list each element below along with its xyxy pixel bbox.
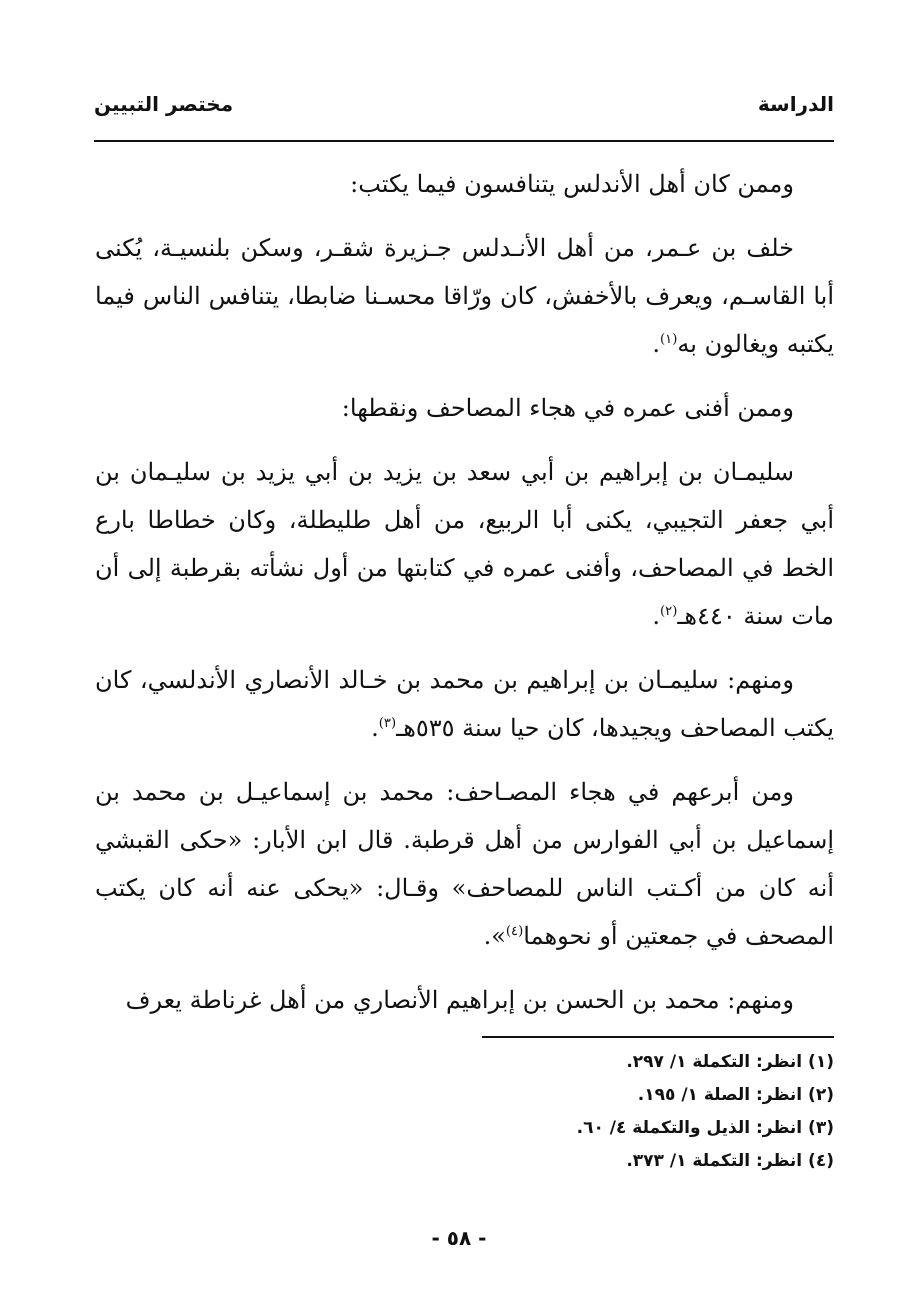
footnote-3: (٣) انظر: الذيل والتكملة ٤/ ٦٠.	[576, 1118, 834, 1138]
page-number: - ٥٨ -	[431, 1226, 487, 1250]
paragraph-1	[95, 160, 834, 208]
footnote-2: (٢) انظر: الصلة ١/ ١٩٥.	[637, 1085, 834, 1105]
paragraph-5	[95, 656, 834, 752]
paragraph-6-end: ».	[483, 922, 506, 950]
running-header	[94, 92, 834, 124]
footnote-1: (١) انظر: التكملة ١/ ٢٩٧.	[626, 1052, 834, 1072]
paragraph-3-text: وممن أفنى عمره في هجاء المصاحف ونقطها:	[341, 394, 794, 422]
paragraph-5-end: .	[371, 714, 379, 742]
paragraph-3	[95, 384, 834, 432]
footnote-4: (٤) انظر: التكملة ١/ ٣٧٣.	[626, 1151, 834, 1171]
paragraph-2	[95, 224, 834, 368]
book-title: مختصر التبيين	[94, 92, 234, 116]
footnote-ref-3: (٣)	[378, 716, 397, 731]
footnote-ref-1: (١)	[660, 332, 678, 347]
footnote-ref-2: (٢)	[659, 604, 678, 619]
footnote-ref-4: (٤)	[505, 924, 524, 939]
paragraph-5-text: ومنهم: سليمـان بن إبراهيم بن محمد بن خـالد الأنصاري الأندلسي، كان يكتب المصاحف ويجيدها، كان حيا سنة ٥٣٥هـ	[95, 666, 834, 742]
main-text	[95, 160, 834, 1040]
footnotes	[300, 1046, 834, 1178]
paragraph-7-text: ومنهم: محمد بن الحسن بن إبراهيم الأنصاري من أهل غرناطة يعرف	[125, 986, 794, 1014]
paragraph-4-end: .	[652, 602, 660, 630]
paragraph-6	[95, 768, 834, 960]
paragraph-7	[95, 976, 834, 1024]
paragraph-4	[95, 448, 834, 640]
paragraph-6-text: ومن أبرعهم في هجاء المصـاحف: محمد بن إسماعيـل بن محمد بن إسماعيل بن أبي الفوارس من أهل قرطبة. قال ابن الأبار: «حكى القبشي أنه كان من أكـتب الناس للمصاحف» وقـال: «يحكى عنه أنه كان يكتب المصحف في جمعتين أو نحوهما	[95, 778, 834, 950]
footnote-divider	[482, 1036, 834, 1038]
section-title: الدراسة	[757, 92, 834, 116]
paragraph-2-text: خلف بن عـمر، من أهل الأنـدلس جـزيرة شقـر، وسكن بلنسيـة، يُكنى أبا القاسـم، ويعرف بالأخفش، كان ورّاقا محسـنا ضابطا، يتنافس الناس فيما يكتبه ويغالون به	[95, 234, 834, 358]
header-divider	[94, 140, 834, 142]
paragraph-1-text: وممن كان أهل الأندلس يتنافسون فيما يكتب:	[350, 170, 794, 198]
paragraph-2-end: .	[652, 330, 660, 358]
paragraph-4-text: سليمـان بن إبراهيم بن أبي سعد بن يزيد بن أبي يزيد بن سليـمان بن أبي جعفر التجيبي، يكنى أبا الربيع، من أهل طليطلة، وكان خطاطا بارع الخط في المصاحف، وأفنى عمره في كتابتها من أول نشأته بقرطبة إلى أن مات سنة ٤٤٠هـ	[95, 458, 834, 630]
